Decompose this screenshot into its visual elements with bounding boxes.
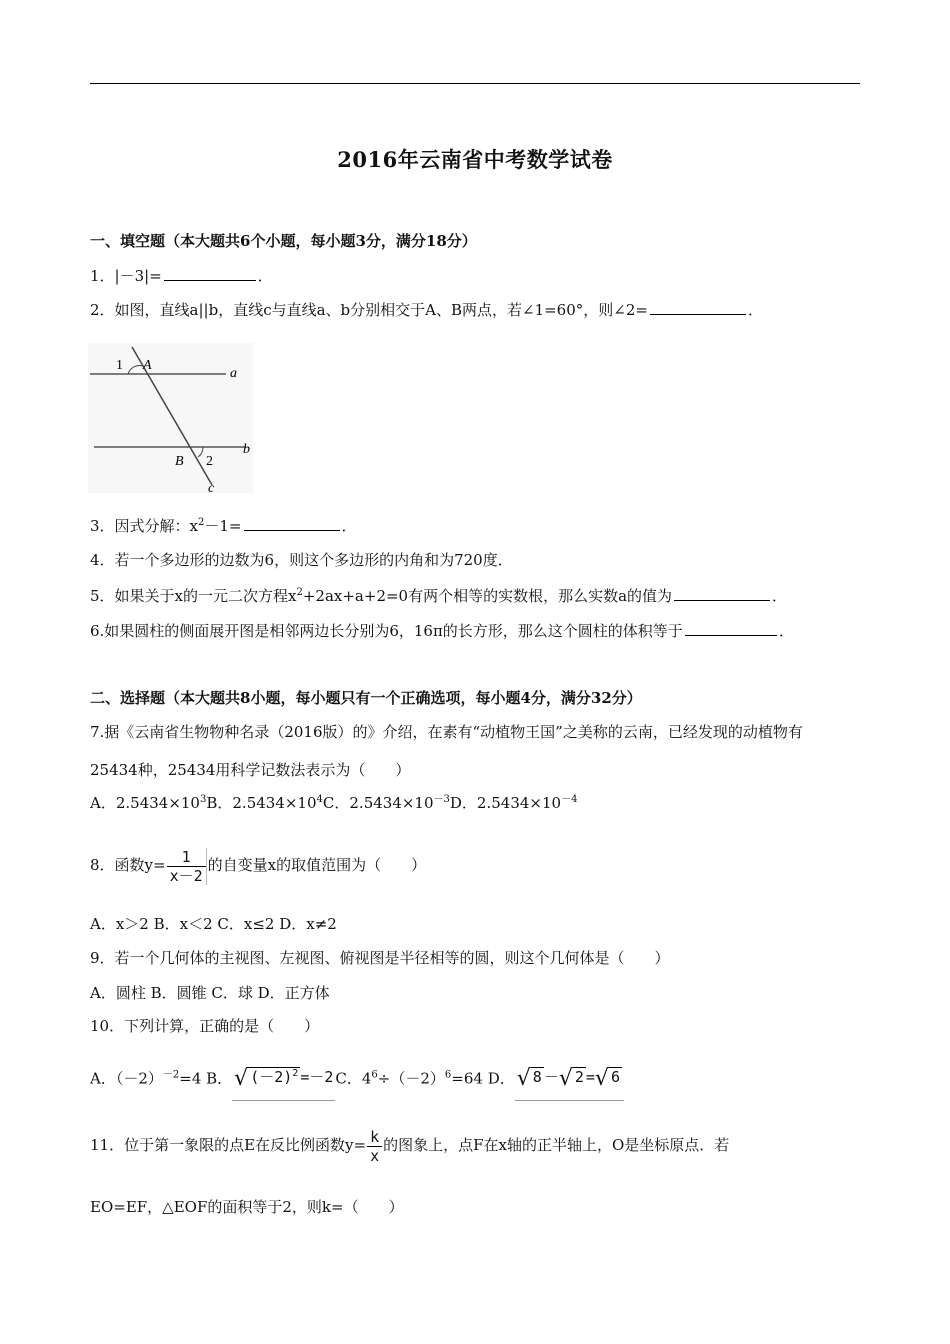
q10-d-radicand-1: 8	[532, 1068, 542, 1086]
label-c: c	[208, 481, 215, 493]
q10-b-rest: =－2	[300, 1068, 334, 1086]
q7-option-c-exp: －3	[433, 794, 450, 805]
q6-text: 6.如果圆柱的侧面展开图是相邻两边长分别为6，16π的长方形，那么这个圆柱的体积等于	[90, 622, 683, 640]
q7-option-d[interactable]: D．2.5434×10	[449, 794, 562, 812]
q11-text-suffix: 的图象上，点F在x轴的正半轴上，O是坐标原点．若	[383, 1136, 730, 1154]
q7-option-d-exp: －4	[561, 794, 578, 805]
question-7-line-1: 7.据《云南省生物物种名录（2016版）的》介绍，在素有“动植物王国”之美称的云南，已经发现的动植物有	[90, 723, 803, 741]
sqrt-icon: √	[594, 1066, 609, 1091]
q11-denominator: x	[367, 1146, 382, 1165]
q2-text: 2．如图，直线a||b，直线c与直线a、b分别相交于A、B两点，若∠1=60°，则∠2=	[90, 301, 648, 319]
q1-answer-blank[interactable]	[164, 266, 256, 281]
q2-suffix: ．	[747, 301, 763, 319]
question-6	[90, 621, 794, 641]
q7-option-a[interactable]: A．2.5434×10	[90, 794, 200, 812]
q2-answer-blank[interactable]	[650, 300, 746, 315]
q10-d-radicand-3: 6	[610, 1068, 620, 1086]
label-b: b	[243, 442, 250, 457]
q11-text: 11．位于第一象限的点E在反比例函数y=	[90, 1136, 367, 1154]
q8-denominator: x－2	[167, 866, 206, 885]
label-A: A	[143, 358, 152, 373]
question-9-options[interactable]: A．圆柱 B．圆锥 C．球 D．正方体	[90, 984, 330, 1002]
question-8-options[interactable]: A．x＞2 B．x＜2 C．x≤2 D．x≠2	[90, 915, 337, 933]
q10-c-exp2: 6	[444, 1069, 452, 1081]
q6-answer-blank[interactable]	[685, 621, 777, 636]
q7-option-b-exp: 4	[316, 794, 323, 805]
q8-fraction	[167, 848, 207, 885]
q7-option-b[interactable]: B．2.5434×10	[206, 794, 317, 812]
question-2	[90, 300, 763, 320]
q10-option-a-exp: －2	[162, 1069, 180, 1081]
q10-option-a[interactable]: A．（－2）	[90, 1069, 163, 1088]
question-3	[90, 516, 357, 536]
q8-text-suffix: 的自变量x的取值范围为（ ）	[207, 856, 427, 874]
section-1-heading: 一、填空题（本大题共6个小题，每小题3分，满分18分）	[90, 232, 477, 250]
q10-c-mid: ÷（－2）	[377, 1069, 445, 1088]
question-11-line-2: EO=EF，△EOF的面积等于2，则k=（ ）	[90, 1198, 404, 1216]
q5-text: 5．如果关于x的一元二次方程x	[90, 587, 297, 605]
label-2: 2	[206, 454, 213, 469]
q5-answer-blank[interactable]	[674, 586, 770, 601]
q11-numerator: k	[370, 1127, 380, 1146]
q10-d-equals: =	[585, 1068, 595, 1086]
q3-answer-blank[interactable]	[244, 516, 340, 531]
q10-option-b-radical[interactable]	[232, 1058, 335, 1101]
page-title: 2016年云南省中考数学试卷	[337, 147, 613, 172]
question-1	[90, 266, 273, 286]
q7-option-c[interactable]: C．2.5434×10	[322, 794, 434, 812]
q10-c-rest: =64 D．	[451, 1069, 515, 1088]
q1-suffix: ．	[257, 267, 273, 285]
sqrt-icon: √	[234, 1066, 249, 1091]
q10-c-exp1: 6	[371, 1069, 378, 1081]
header-rule	[90, 83, 860, 84]
question-10: 10．下列计算，正确的是（ ）	[90, 1017, 320, 1035]
figure-background	[88, 343, 253, 493]
q3-exponent: 2	[198, 517, 205, 528]
label-1: 1	[116, 358, 123, 373]
q5-suffix: ．	[772, 587, 788, 605]
q10-option-d-radical[interactable]	[515, 1058, 624, 1101]
q3-suffix: ．	[341, 517, 357, 535]
q7-option-a-exp: 3	[199, 794, 207, 805]
parallel-lines-diagram	[88, 343, 253, 493]
q3-text-mid: －1=	[204, 517, 242, 535]
q8-text: 8．函数y=	[90, 856, 166, 874]
q5-exponent: 2	[296, 587, 303, 598]
q8-numerator: 1	[181, 847, 191, 866]
parallel-lines-figure	[88, 343, 253, 493]
q10-b-exp: 2	[292, 1068, 299, 1079]
q10-option-a-rest: =4 B．	[179, 1069, 233, 1088]
question-9: 9．若一个几何体的主视图、左视图、俯视图是半径相等的圆，则这个几何体是（ ）	[90, 949, 670, 967]
sqrt-icon: √	[558, 1066, 573, 1091]
q6-suffix: ．	[778, 622, 794, 640]
question-11	[90, 1125, 729, 1165]
label-a: a	[230, 366, 237, 381]
question-10-options	[90, 1058, 624, 1101]
q11-fraction	[367, 1128, 382, 1165]
q5-text-mid: +2ax+a+2=0有两个相等的实数根，那么实数a的值为	[302, 587, 673, 605]
q1-text: 1．|－3|=	[90, 267, 162, 285]
question-7-line-2: 25434种，25434用科学记数法表示为（ ）	[90, 761, 411, 779]
label-B: B	[175, 454, 184, 469]
q10-b-radicand: (－2)	[250, 1068, 293, 1086]
question-7-options	[90, 793, 577, 813]
q10-option-c[interactable]: C．4	[335, 1069, 372, 1088]
section-2-heading: 二、选择题（本大题共8小题，每小题只有一个正确选项，每小题4分，满分32分）	[90, 689, 642, 707]
question-5	[90, 586, 787, 606]
q3-text: 3．因式分解：x	[90, 517, 199, 535]
q10-d-minus: －	[543, 1068, 559, 1086]
question-8	[90, 845, 426, 885]
q10-d-radicand-2: 2	[574, 1068, 584, 1086]
sqrt-icon: √	[516, 1066, 531, 1091]
question-4: 4．若一个多边形的边数为6，则这个多边形的内角和为720度．	[90, 551, 513, 569]
